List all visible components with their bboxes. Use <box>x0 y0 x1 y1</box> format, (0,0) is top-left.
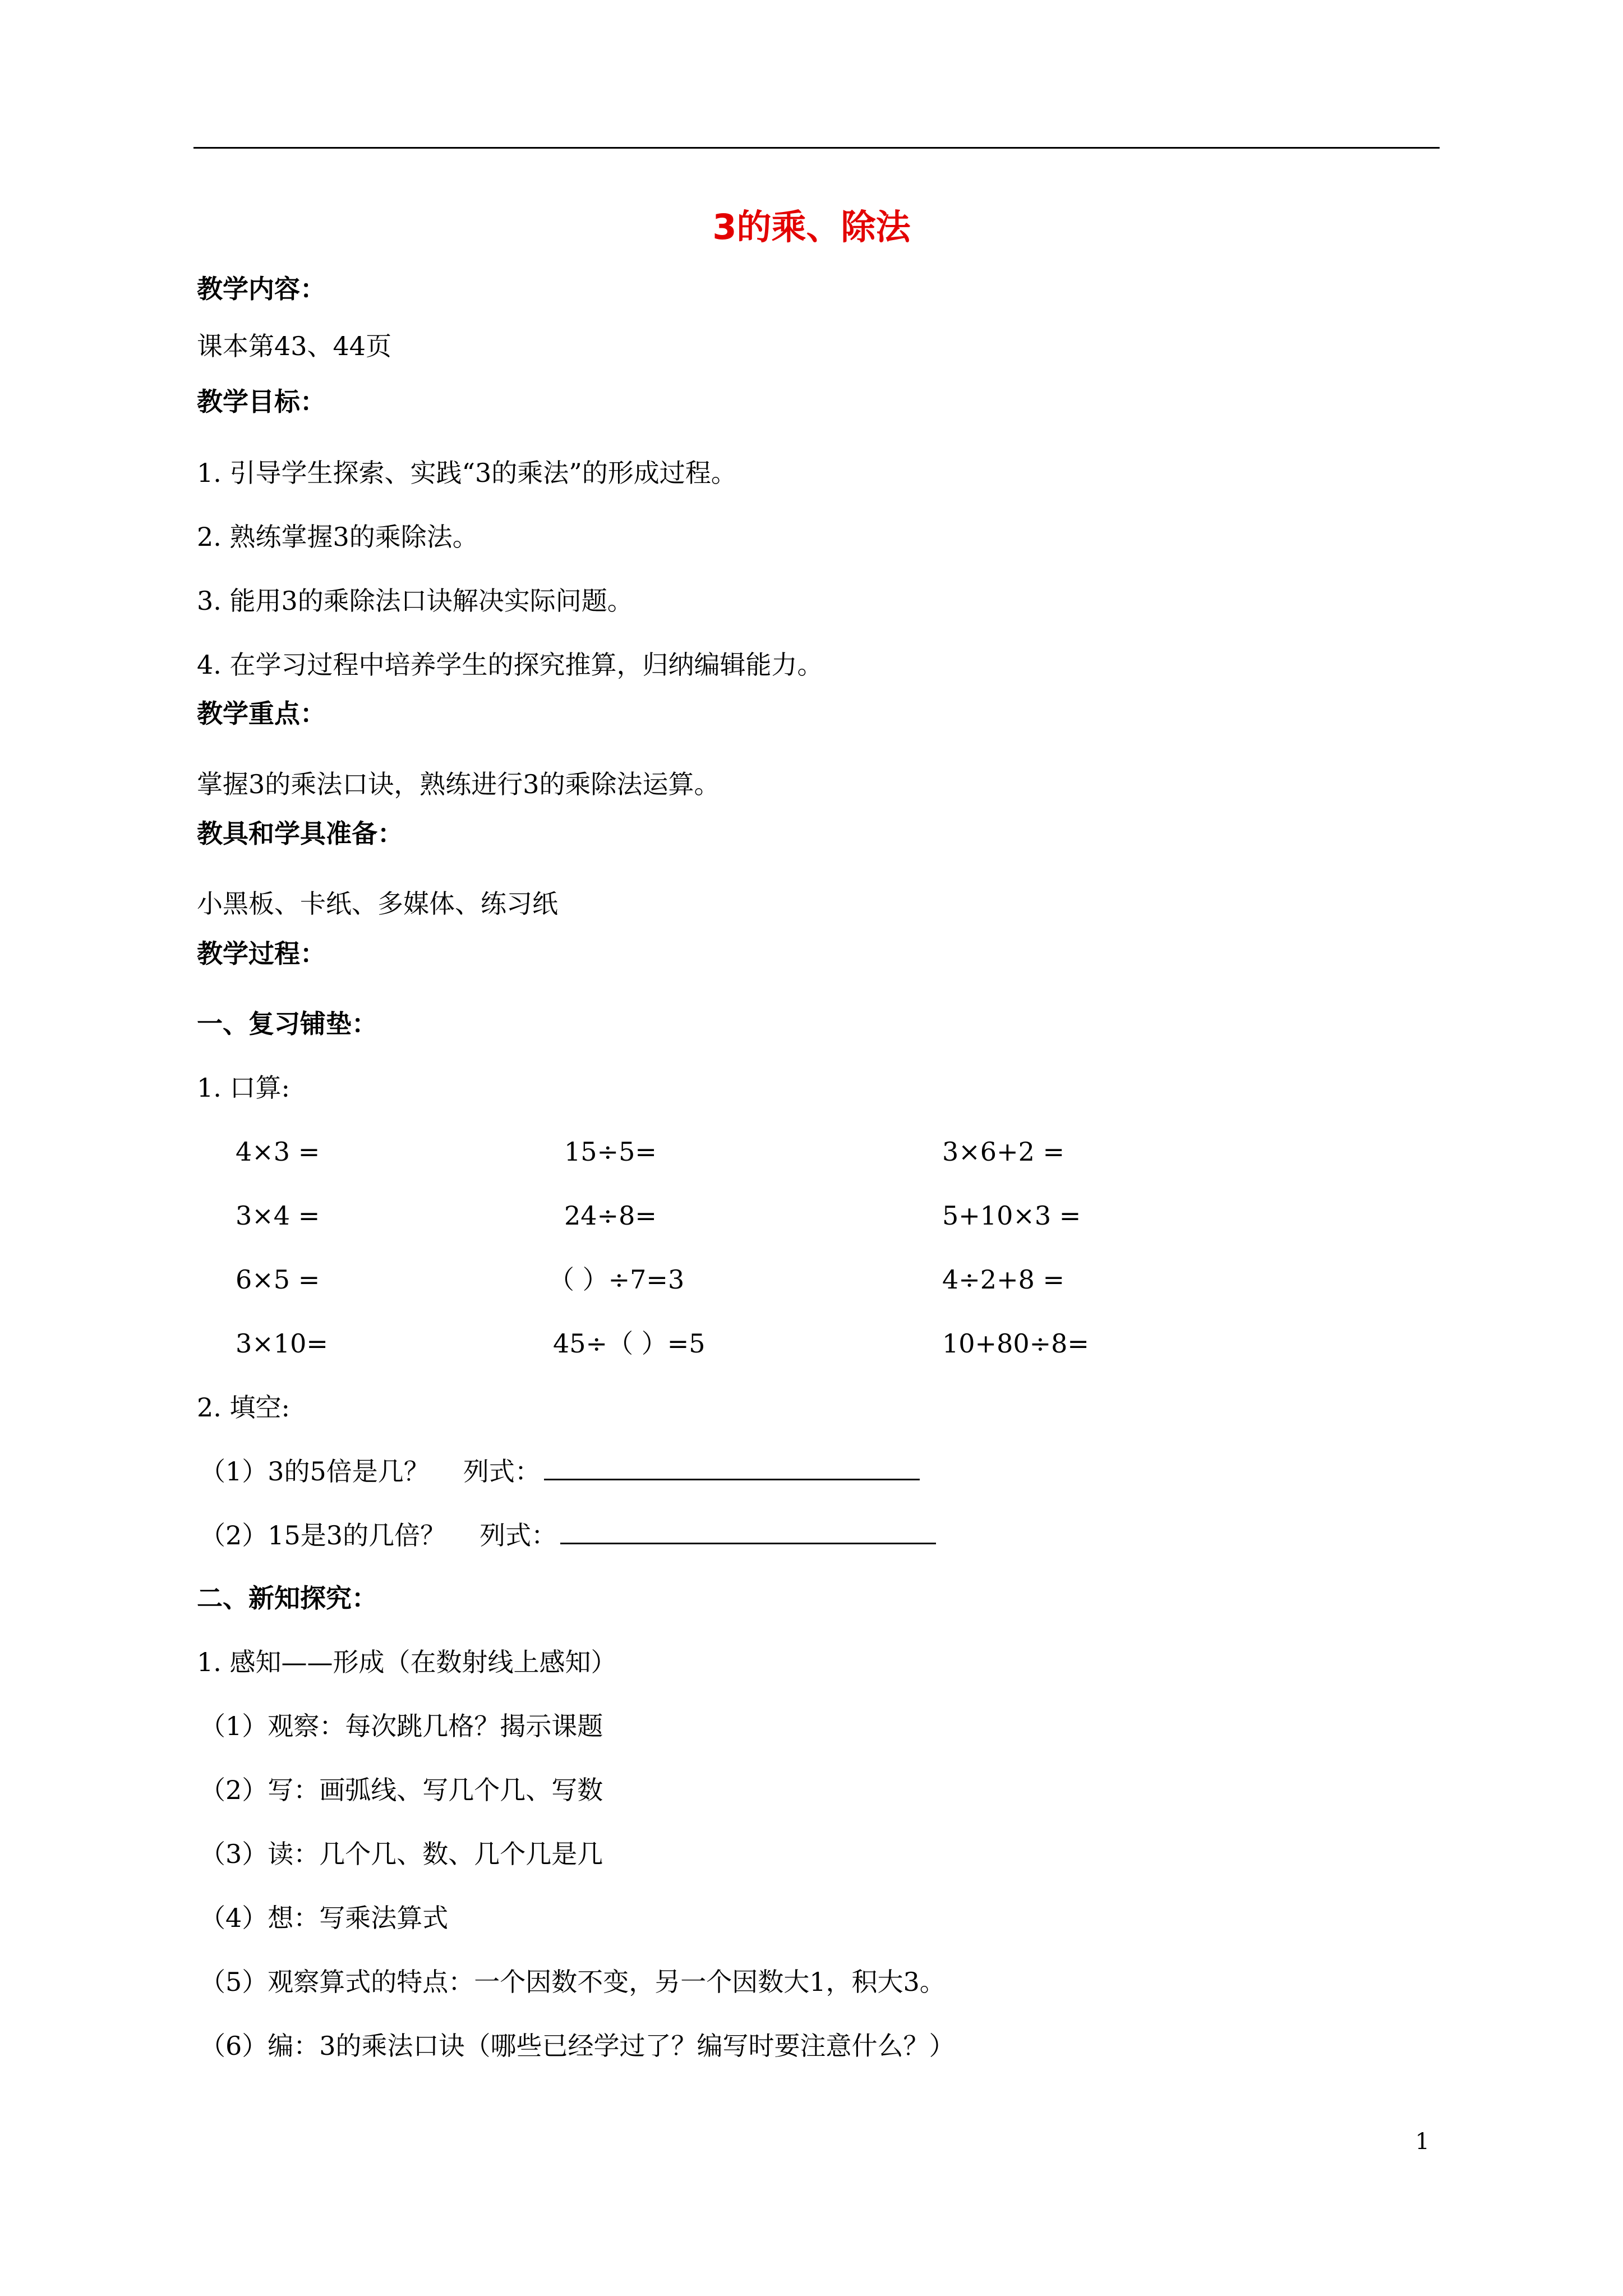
tools-heading: 教具和学具准备： <box>197 818 403 849</box>
section2-heading: 二、新知探究： <box>197 1583 377 1613</box>
calc-item: 3×4 = <box>236 1200 320 1231</box>
process-heading: 教学过程： <box>197 938 326 969</box>
goals-heading: 教学目标： <box>197 386 326 417</box>
calc-item: 10+80÷8= <box>942 1328 1089 1359</box>
calc-item: 3×10= <box>236 1328 328 1359</box>
calc-item: 15÷5= <box>564 1137 657 1167</box>
calc-item: 24÷8= <box>564 1200 657 1231</box>
goal-item: 4. 在学习过程中培养学生的探究推算，归纳编辑能力。 <box>197 650 823 680</box>
content-heading: 教学内容： <box>197 274 326 304</box>
step-item: （3）读：几个几、数、几个几是几 <box>200 1839 603 1869</box>
fill-question <box>200 1455 920 1488</box>
tools-text: 小黑板、卡纸、多媒体、练习纸 <box>197 889 558 919</box>
calc-item: 3×6+2 = <box>942 1137 1065 1167</box>
calc-item: 5+10×3 = <box>942 1200 1081 1231</box>
formula-label: 列式： <box>479 1520 557 1550</box>
answer-blank[interactable] <box>560 1520 936 1544</box>
keypoint-heading: 教学重点： <box>197 698 326 729</box>
calc-item: 4÷2+8 = <box>942 1264 1065 1295</box>
answer-blank[interactable] <box>544 1456 920 1480</box>
step-item: （4）想：写乘法算式 <box>200 1903 449 1933</box>
step-item: （5）观察算式的特点：一个因数不变，另一个因数大1，积大3。 <box>200 1967 946 1997</box>
header-rule <box>193 147 1440 149</box>
goal-item: 3. 能用3的乘除法口诀解决实际问题。 <box>197 586 633 616</box>
goal-item: 2. 熟练掌握3的乘除法。 <box>197 522 478 552</box>
fill-question-text: （2）15是3的几倍？ <box>200 1520 446 1550</box>
mental-calc-label: 1. 口算: <box>197 1073 291 1103</box>
page-number: 1 <box>1415 2129 1430 2155</box>
perceive-label: 1. 感知——形成（在数射线上感知） <box>197 1647 617 1677</box>
section1-heading: 一、复习铺垫： <box>197 1009 377 1039</box>
page-title: 3的乘、除法 <box>712 206 911 247</box>
step-item: （1）观察：每次跳几格？揭示课题 <box>200 1711 603 1741</box>
fill-label: 2. 填空: <box>197 1392 291 1423</box>
calc-item: （ ）÷7=3 <box>548 1264 685 1295</box>
calc-item: 4×3 = <box>236 1137 320 1167</box>
formula-label: 列式： <box>463 1456 541 1487</box>
fill-question-text: （1）3的5倍是几？ <box>200 1456 430 1487</box>
keypoint-text: 掌握3的乘法口诀，熟练进行3的乘除法运算。 <box>197 769 720 799</box>
step-item: （2）写：画弧线、写几个几、写数 <box>200 1775 603 1805</box>
fill-question <box>200 1519 936 1552</box>
calc-item: 6×5 = <box>236 1264 320 1295</box>
step-item: （6）编：3的乘法口诀（哪些已经学过了？编写时要注意什么？） <box>200 2031 955 2061</box>
goal-item: 1. 引导学生探索、实践“3的乘法”的形成过程。 <box>197 458 737 488</box>
calc-item: 45÷（ ）=5 <box>553 1328 706 1359</box>
content-text: 课本第43、44页 <box>197 331 392 361</box>
